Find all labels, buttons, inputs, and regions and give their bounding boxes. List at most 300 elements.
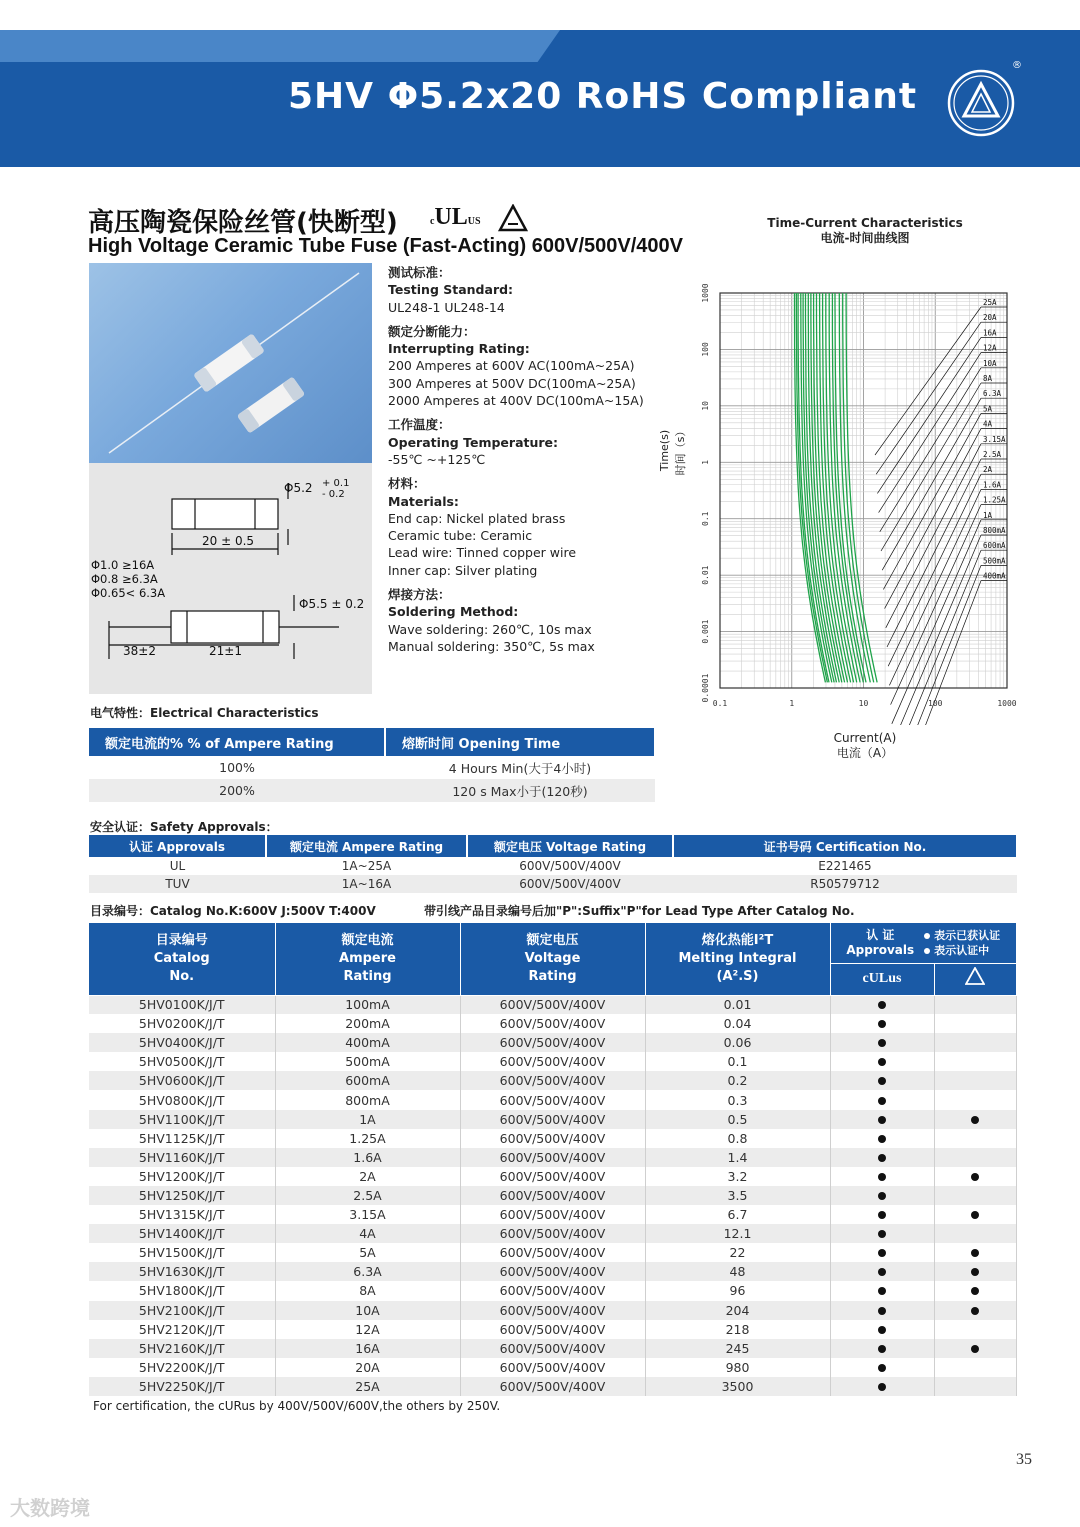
spec-interrupt-2: 300 Amperes at 500V DC(100mA~25A) <box>388 375 636 391</box>
spec-temp-cn: 工作温度： <box>388 417 451 433</box>
cell-no: 5HV0800K/J/T <box>89 1090 275 1109</box>
ec-cell: 100% <box>219 760 255 775</box>
table-row <box>89 1281 1017 1300</box>
ec-cell: 4 Hours Min(大于4小时) <box>448 760 592 776</box>
series-label-20A: 20A <box>983 313 997 323</box>
table-row <box>89 857 1017 875</box>
table-row <box>89 1262 1017 1281</box>
time-current-chart <box>650 255 1030 725</box>
approved-dot-icon <box>878 1345 886 1353</box>
dimension-drawing <box>89 463 372 694</box>
cell-amp: 100mA <box>275 995 460 1014</box>
cell-ul <box>830 1014 934 1033</box>
header-accent <box>0 30 560 62</box>
series-label-6.3A: 6.3A <box>983 389 1002 399</box>
cell-ul <box>830 1129 934 1148</box>
cell-no: 5HV1800K/J/T <box>89 1281 275 1300</box>
cell-ul <box>830 1339 934 1358</box>
x-tick-label: 100 <box>928 699 943 708</box>
table-row <box>89 1224 1017 1243</box>
cell-i2t: 3.2 <box>645 1167 830 1186</box>
y-tick-label: 0.01 <box>701 565 710 585</box>
x-tick-label: 10 <box>858 699 869 708</box>
cell-amp: 5A <box>275 1243 460 1262</box>
sa-cell: 1A~25A <box>341 859 392 873</box>
sa-header-1: 认证 Approvals <box>89 835 266 857</box>
table-row <box>89 779 655 802</box>
table-row <box>89 1090 1017 1109</box>
cell-tuv <box>934 1262 1017 1281</box>
table-row <box>89 1301 1017 1320</box>
cell-volt: 600V/500V/400V <box>460 1110 645 1129</box>
electrical-label: 电气特性：Electrical Characteristics <box>90 706 319 720</box>
chart-xlabel-cn: 电流（A） <box>836 746 894 760</box>
approved-dot-icon <box>878 1211 886 1219</box>
cell-tuv <box>934 1129 1017 1148</box>
spec-mat-cn: 材料： <box>388 476 426 492</box>
series-label-1.25A: 1.25A <box>983 495 1006 505</box>
x-tick-label: 0.1 <box>712 699 728 708</box>
y-tick-label: 0.0001 <box>701 673 710 703</box>
approved-dot-icon <box>971 1307 979 1315</box>
cell-ul <box>830 1358 934 1377</box>
spec-mat-2: Ceramic tube: Ceramic <box>388 528 533 544</box>
series-label-1.6A: 1.6A <box>983 480 1002 490</box>
cell-tuv <box>934 1243 1017 1262</box>
table-row <box>89 756 655 779</box>
cell-amp: 1.6A <box>275 1148 460 1167</box>
approved-dot-icon <box>878 1116 886 1124</box>
cell-volt: 600V/500V/400V <box>460 1014 645 1033</box>
approved-dot-icon <box>878 1287 886 1295</box>
cell-no: 5HV0400K/J/T <box>89 1033 275 1052</box>
spec-testing-cn: 测试标准： <box>388 265 451 280</box>
table-row <box>89 1071 1017 1090</box>
chart-title-en: Time-Current Characteristics <box>767 216 963 230</box>
y-tick-label: 1 <box>701 459 710 465</box>
cell-ul <box>830 1243 934 1262</box>
cell-i2t: 0.01 <box>645 995 830 1014</box>
approved-dot-icon <box>971 1287 979 1295</box>
cell-ul <box>830 995 934 1014</box>
col-cul: cULus <box>830 963 934 995</box>
cell-i2t: 96 <box>645 1281 830 1300</box>
col-i2t: 熔化热能I²T Melting Integral (A².S) <box>645 923 830 995</box>
series-label-4A: 4A <box>983 419 993 429</box>
approved-dot-icon <box>878 1268 886 1276</box>
cell-ul <box>830 1148 934 1167</box>
cell-no: 5HV1100K/J/T <box>89 1110 275 1129</box>
cell-tuv <box>934 1033 1017 1052</box>
series-label-400mA: 400mA <box>983 571 1006 581</box>
series-label-12A: 12A <box>983 343 997 353</box>
cell-volt: 600V/500V/400V <box>460 1224 645 1243</box>
wire1-label: Φ1.0 ≥16A <box>91 558 155 572</box>
series-label-1A: 1A <box>983 510 993 520</box>
cell-ul <box>830 1167 934 1186</box>
dia-lead-label: Φ5.5 ± 0.2 <box>299 597 365 611</box>
cell-tuv <box>934 1358 1017 1377</box>
table-row <box>89 1186 1017 1205</box>
series-label-2.5A: 2.5A <box>983 450 1002 459</box>
cell-ul <box>830 1320 934 1339</box>
page-number: 35 <box>1016 1451 1032 1468</box>
cell-i2t: 12.1 <box>645 1224 830 1243</box>
product-title-cn: 高压陶瓷保险丝管(快断型) <box>88 208 398 238</box>
electrical-table <box>89 728 656 802</box>
cell-ul <box>830 1033 934 1052</box>
cell-tuv <box>934 1224 1017 1243</box>
sa-header-4: 证书号码 Certification No. <box>673 835 1017 857</box>
cell-i2t: 245 <box>645 1339 830 1358</box>
approved-dot-icon <box>878 1192 886 1200</box>
series-label-500mA: 500mA <box>983 556 1006 566</box>
tuv-triangle-icon <box>965 967 985 985</box>
cell-ul <box>830 1186 934 1205</box>
cell-no: 5HV0200K/J/T <box>89 1014 275 1033</box>
table-row <box>89 1339 1017 1358</box>
sa-cell: UL <box>169 859 186 873</box>
product-photo <box>89 263 372 463</box>
cell-amp: 4A <box>275 1224 460 1243</box>
col-approvals: 认 证 Approvals 表示已获认证 表示认证中 <box>830 923 1017 963</box>
dia-top-label: Φ5.2 <box>284 481 313 495</box>
cell-tuv <box>934 995 1017 1014</box>
series-label-8A: 8A <box>983 374 993 383</box>
chart-xlabel <box>820 731 910 761</box>
cell-amp: 400mA <box>275 1033 460 1052</box>
cell-i2t: 0.04 <box>645 1014 830 1033</box>
cell-i2t: 204 <box>645 1301 830 1320</box>
approved-dot-icon <box>878 1058 886 1066</box>
series-leader-line <box>887 459 981 647</box>
series-label-10A: 10A <box>983 358 997 368</box>
spec-mat-3: Lead wire: Tinned copper wire <box>388 545 577 561</box>
chart-title <box>760 216 970 246</box>
cell-ul <box>830 1301 934 1320</box>
sa-cell: 600V/500V/400V <box>519 859 621 873</box>
cell-ul <box>830 1377 934 1396</box>
cell-tuv <box>934 1052 1017 1071</box>
spec-mat-1: End cap: Nickel plated brass <box>388 510 566 526</box>
sa-header-2: 额定电流 Ampere Rating <box>266 835 467 857</box>
table-row <box>89 1052 1017 1071</box>
watermark: 大数跨境 <box>10 1496 90 1520</box>
cell-no: 5HV2120K/J/T <box>89 1320 275 1339</box>
cell-no: 5HV1630K/J/T <box>89 1262 275 1281</box>
cell-ul <box>830 1281 934 1300</box>
series-label-2A: 2A <box>983 465 993 475</box>
body-len-label: 21±1 <box>209 644 242 658</box>
cell-amp: 3.15A <box>275 1205 460 1224</box>
chart-title-cn: 电流-时间曲线图 <box>820 231 910 245</box>
cell-i2t: 3.5 <box>645 1186 830 1205</box>
cell-no: 5HV0600K/J/T <box>89 1071 275 1090</box>
approved-dot-icon <box>971 1116 979 1124</box>
cell-amp: 25A <box>275 1377 460 1396</box>
cell-volt: 600V/500V/400V <box>460 1281 645 1300</box>
table-row <box>89 1148 1017 1167</box>
cell-amp: 10A <box>275 1301 460 1320</box>
registered-mark: ® <box>1012 60 1022 71</box>
approved-dot-icon <box>878 1077 886 1085</box>
approved-dot-icon <box>878 1249 886 1257</box>
cell-tuv <box>934 1377 1017 1396</box>
ul-mark-icon: cULUS <box>430 204 481 230</box>
cell-volt: 600V/500V/400V <box>460 1377 645 1396</box>
cell-volt: 600V/500V/400V <box>460 1071 645 1090</box>
sa-cell: R50579712 <box>673 875 1017 893</box>
catalog-table <box>89 923 1017 1396</box>
table-row <box>89 1167 1017 1186</box>
series-label-600mA: 600mA <box>983 541 1006 551</box>
cell-i2t: 0.8 <box>645 1129 830 1148</box>
approved-dot-icon <box>878 1230 886 1238</box>
sa-cell: 600V/500V/400V <box>467 875 673 893</box>
table-row <box>89 1320 1017 1339</box>
y-tick-label: 10 <box>701 401 710 411</box>
cell-i2t: 3500 <box>645 1377 830 1396</box>
cell-volt: 600V/500V/400V <box>460 1148 645 1167</box>
table-row <box>89 1110 1017 1129</box>
cell-amp: 600mA <box>275 1071 460 1090</box>
cell-ul <box>830 1224 934 1243</box>
cell-volt: 600V/500V/400V <box>460 1167 645 1186</box>
approved-dot-icon <box>971 1173 979 1181</box>
cell-i2t: 218 <box>645 1320 830 1339</box>
spec-testing-en: Testing Standard: <box>388 282 514 298</box>
series-leader-line <box>876 322 981 474</box>
cell-i2t: 1.4 <box>645 1148 830 1167</box>
approved-dot-icon <box>971 1268 979 1276</box>
cell-amp: 200mA <box>275 1014 460 1033</box>
cell-ul <box>830 1205 934 1224</box>
table-row <box>89 1033 1017 1052</box>
approved-dot-icon <box>878 1154 886 1162</box>
cell-amp: 2A <box>275 1167 460 1186</box>
cell-i2t: 48 <box>645 1262 830 1281</box>
cell-volt: 600V/500V/400V <box>460 1129 645 1148</box>
cell-i2t: 0.5 <box>645 1110 830 1129</box>
y-tick-label: 0.1 <box>701 511 710 526</box>
approved-dot-icon <box>878 1020 886 1028</box>
spec-solder-en: Soldering Method: <box>388 604 519 620</box>
safety-table <box>89 835 1018 893</box>
cell-no: 5HV2160K/J/T <box>89 1339 275 1358</box>
cell-tuv <box>934 1071 1017 1090</box>
cell-no: 5HV1500K/J/T <box>89 1243 275 1262</box>
spec-temp-val: -55℃ ~+125℃ <box>388 451 486 467</box>
cell-tuv <box>934 1339 1017 1358</box>
series-label-800mA: 800mA <box>983 526 1006 535</box>
series-leader-line <box>879 353 981 513</box>
spec-solder-2: Manual soldering: 350℃, 5s max <box>388 638 595 654</box>
cell-ul <box>830 1262 934 1281</box>
series-leader-line <box>888 474 981 666</box>
cell-amp: 20A <box>275 1358 460 1377</box>
spec-interrupt-3: 2000 Amperes at 400V DC(100mA~15A) <box>388 393 644 409</box>
wire3-label: Φ0.65< 6.3A <box>91 586 166 600</box>
cell-volt: 600V/500V/400V <box>460 1339 645 1358</box>
y-tick-label: 100 <box>701 342 710 357</box>
product-title-en: High Voltage Ceramic Tube Fuse (Fast-Acting) 600V/500V/400V <box>88 235 683 257</box>
cell-no: 5HV2100K/J/T <box>89 1301 275 1320</box>
catalog-note: 目录编号：Catalog No.K:600V J:500V T:400V <box>90 904 376 918</box>
approved-dot-icon <box>878 1326 886 1334</box>
cell-amp: 1A <box>275 1110 460 1129</box>
spec-solder-cn: 焊接方法： <box>388 587 451 603</box>
cell-amp: 12A <box>275 1320 460 1339</box>
cell-volt: 600V/500V/400V <box>460 1052 645 1071</box>
approved-dot-icon <box>971 1249 979 1257</box>
cell-no: 5HV1400K/J/T <box>89 1224 275 1243</box>
approved-dot-icon <box>878 1307 886 1315</box>
table-row <box>89 1377 1017 1396</box>
cell-amp: 800mA <box>275 1090 460 1109</box>
cell-no: 5HV1160K/J/T <box>89 1148 275 1167</box>
table-row <box>89 1243 1017 1262</box>
cell-volt: 600V/500V/400V <box>460 1243 645 1262</box>
cell-i2t: 0.06 <box>645 1033 830 1052</box>
cell-volt: 600V/500V/400V <box>460 1262 645 1281</box>
tuv-triangle-icon <box>498 204 528 232</box>
ec-cell: 120 s Max小于(120秒) <box>385 779 655 802</box>
sa-cell: E221465 <box>818 859 872 873</box>
series-label-25A: 25A <box>983 298 997 307</box>
cell-no: 5HV1315K/J/T <box>89 1205 275 1224</box>
sa-cell: TUV <box>89 875 266 893</box>
cell-tuv <box>934 1167 1017 1186</box>
cell-amp: 8A <box>275 1281 460 1300</box>
cell-tuv <box>934 1205 1017 1224</box>
cell-no: 5HV2250K/J/T <box>89 1377 275 1396</box>
cell-volt: 600V/500V/400V <box>460 1186 645 1205</box>
approved-dot-icon <box>971 1211 979 1219</box>
cell-amp: 2.5A <box>275 1186 460 1205</box>
col-ampere: 额定电流 Ampere Rating <box>275 923 460 995</box>
cell-tuv <box>934 1186 1017 1205</box>
wire2-label: Φ0.8 ≥6.3A <box>91 572 158 586</box>
cell-volt: 600V/500V/400V <box>460 1320 645 1339</box>
brand-logo-icon <box>946 68 1016 138</box>
cell-amp: 1.25A <box>275 1129 460 1148</box>
cell-tuv <box>934 1148 1017 1167</box>
approved-dot-icon <box>971 1345 979 1353</box>
table-row <box>89 1129 1017 1148</box>
ec-cell: 200% <box>89 779 385 802</box>
cell-no: 5HV0500K/J/T <box>89 1052 275 1071</box>
series-label-3.15A: 3.15A <box>983 434 1006 444</box>
series-leader-line <box>880 368 981 532</box>
y-axis-label-cn: 时间（s） <box>674 425 687 476</box>
cell-no: 5HV0100K/J/T <box>89 995 275 1014</box>
approved-dot-icon <box>878 1364 886 1372</box>
y-tick-label: 1000 <box>701 283 710 303</box>
ec-header-2: 熔断时间 Opening Time <box>385 728 655 756</box>
approved-dot-icon <box>878 1135 886 1143</box>
cell-volt: 600V/500V/400V <box>460 1301 645 1320</box>
ec-header-1: 额定电流的% % of Ampere Rating <box>89 728 385 756</box>
cell-no: 5HV1125K/J/T <box>89 1129 275 1148</box>
cell-volt: 600V/500V/400V <box>460 995 645 1014</box>
series-line-1.25A <box>806 293 837 682</box>
col-tuv <box>934 963 1017 995</box>
safety-label: 安全认证：Safety Approvals： <box>90 820 278 834</box>
cell-amp: 500mA <box>275 1052 460 1071</box>
chart-xlabel-en: Current(A) <box>833 731 897 745</box>
sa-cell: 1A~16A <box>266 875 467 893</box>
cell-ul <box>830 1090 934 1109</box>
cell-ul <box>830 1071 934 1090</box>
y-tick-label: 0.001 <box>701 619 710 644</box>
spec-testing-val: UL248-1 UL248-14 <box>388 299 505 315</box>
series-label-5A: 5A <box>983 404 993 414</box>
cell-tuv <box>934 1281 1017 1300</box>
length-label: 20 ± 0.5 <box>202 534 255 548</box>
cell-ul <box>830 1052 934 1071</box>
tol-minus-label: - 0.2 <box>322 489 345 500</box>
spec-block <box>388 264 658 662</box>
table-row <box>89 1014 1017 1033</box>
cell-amp: 16A <box>275 1339 460 1358</box>
approved-dot-icon <box>878 1173 886 1181</box>
approved-dot-icon <box>878 1039 886 1047</box>
lead-len-label: 38±2 <box>123 644 156 658</box>
approved-dot-icon <box>878 1097 886 1105</box>
cell-ul <box>830 1110 934 1129</box>
cell-volt: 600V/500V/400V <box>460 1090 645 1109</box>
cell-i2t: 22 <box>645 1243 830 1262</box>
cell-tuv <box>934 1301 1017 1320</box>
y-axis-label: Time(s) <box>658 429 671 472</box>
cell-tuv <box>934 1320 1017 1339</box>
cell-no: 5HV1200K/J/T <box>89 1167 275 1186</box>
series-label-16A: 16A <box>983 328 997 338</box>
spec-mat-en: Materials: <box>388 493 459 509</box>
series-leader-line <box>893 535 981 725</box>
approved-dot-icon <box>878 1383 886 1391</box>
cell-volt: 600V/500V/400V <box>460 1358 645 1377</box>
table-row <box>89 995 1017 1014</box>
cell-volt: 600V/500V/400V <box>460 1205 645 1224</box>
table-row <box>89 1205 1017 1224</box>
page-title: 5HV Φ5.2x20 RoHS Compliant <box>288 76 918 117</box>
spec-solder-1: Wave soldering: 260℃, 10s max <box>388 621 592 637</box>
table-row <box>89 1358 1017 1377</box>
cell-tuv <box>934 1110 1017 1129</box>
cell-i2t: 0.2 <box>645 1071 830 1090</box>
sa-header-3: 额定电压 Voltage Rating <box>467 835 673 857</box>
catalog-note-lead: 带引线产品目录编号后加"P":Suffix"P"for Lead Type After Catalog No. <box>424 904 855 918</box>
cell-tuv <box>934 1090 1017 1109</box>
cell-tuv <box>934 1014 1017 1033</box>
spec-interrupt-1: 200 Amperes at 600V AC(100mA~25A) <box>388 358 635 374</box>
cell-no: 5HV1250K/J/T <box>89 1186 275 1205</box>
x-tick-label: 1000 <box>997 699 1017 708</box>
col-voltage: 额定电压 Voltage Rating <box>460 923 645 995</box>
spec-mat-4: Inner cap: Silver plating <box>388 562 538 578</box>
cell-i2t: 980 <box>645 1358 830 1377</box>
cell-volt: 600V/500V/400V <box>460 1033 645 1052</box>
tol-plus-label: + 0.1 <box>322 478 350 489</box>
approved-dot-icon <box>878 1001 886 1009</box>
spec-temp-en: Operating Temperature: <box>388 434 559 450</box>
cell-i2t: 6.7 <box>645 1205 830 1224</box>
cell-amp: 6.3A <box>275 1262 460 1281</box>
footnote: For certification, the cURus by 400V/500V/600V,the others by 250V. <box>93 1399 501 1413</box>
table-row <box>89 875 1017 893</box>
x-tick-label: 1 <box>789 699 795 708</box>
